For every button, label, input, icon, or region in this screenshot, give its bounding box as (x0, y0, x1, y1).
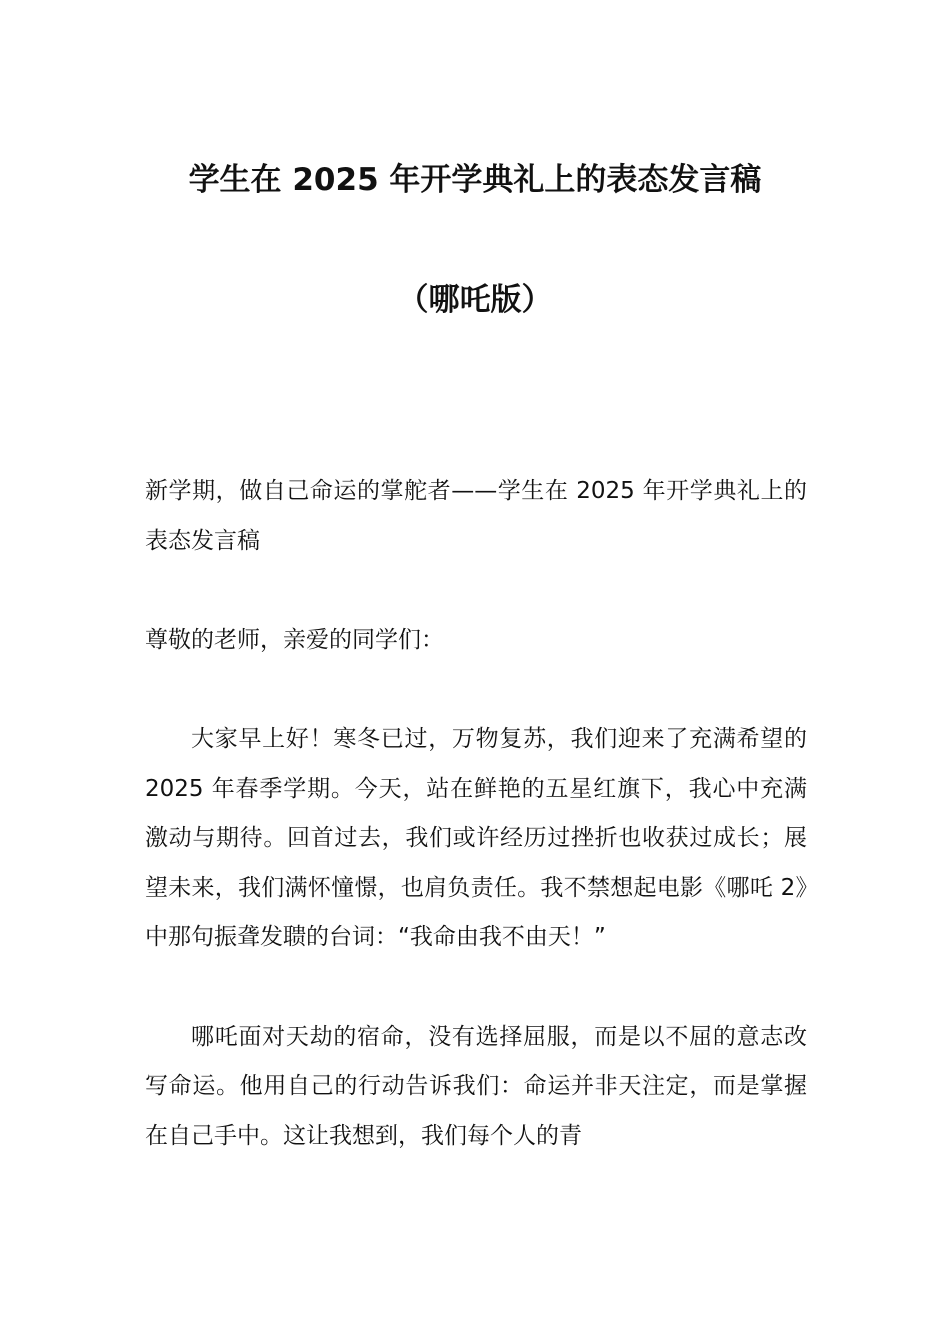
paragraph-greeting: 大家早上好！寒冬已过，万物复苏，我们迎来了充满希望的 2025 年春季学期。今天，站在鲜艳的五星红旗下，我心中充满激动与期待。回首过去，我们或许经历过挫折也收获过成长；展望未来，我们满怀憧憬，也肩负责任。我不禁想起电影《哪吒 2》中那句振聋发聩的台词：“我命由我不由天！” (145, 725, 807, 951)
document-body (145, 467, 807, 1211)
paragraph-nezha: 哪吒面对天劫的宿命，没有选择屈服，而是以不屈的意志改写命运。他用自己的行动告诉我们：命运并非天注定，而是掌握在自己手中。这让我想到，我们每个人的青 (145, 1023, 807, 1149)
document-subtitle: （哪吒版） (397, 282, 553, 318)
paragraph-salutation: 尊敬的老师，亲爱的同学们： (145, 626, 444, 653)
document-title: 学生在 2025 年开学典礼上的表态发言稿 (188, 162, 762, 198)
paragraph-heading: 新学期，做自己命运的掌舵者——学生在 2025 年开学典礼上的表态发言稿 (145, 478, 807, 554)
